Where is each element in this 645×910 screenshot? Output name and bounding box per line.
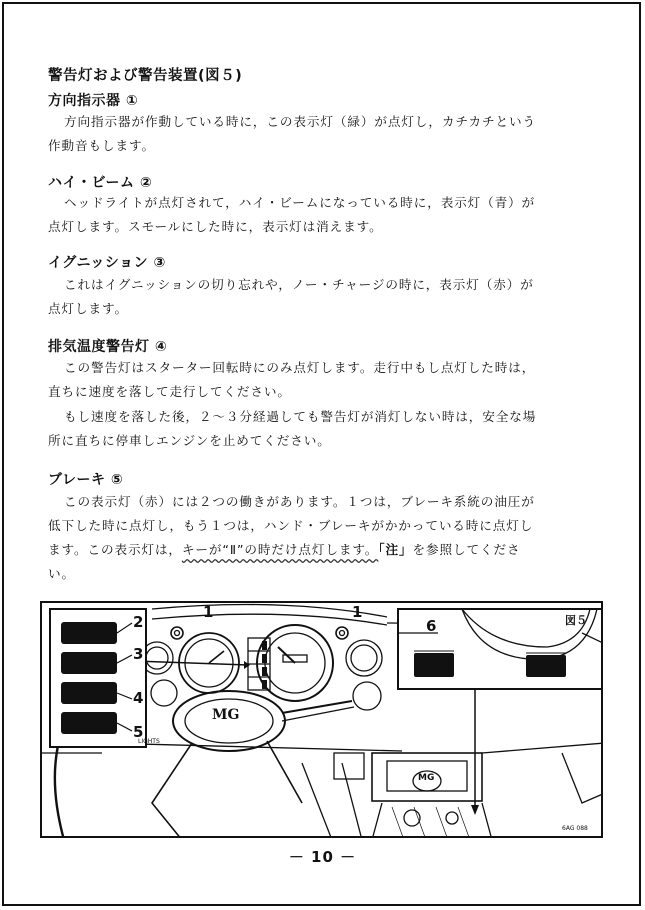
item-text-line: 直ちに速度を落して走行してください。	[48, 384, 291, 399]
callout-1-left: 1	[203, 603, 214, 621]
item-text-line: 低下した時に点灯し，もう１つは，ハンド・ブレーキがかかっている時に点灯し	[48, 518, 534, 533]
item-text-line: 方向指示器が作動している時に，この表示灯（緑）が点灯し，カチカチという	[64, 114, 537, 129]
item-text-line: これはイグニッションの切り忘れや，ノー・チャージの時に，表示灯（赤）が	[64, 277, 534, 292]
item-text-line: もし速度を落した後，２～３分経過しても警告灯が消灯しない時は，安全な場	[64, 409, 537, 424]
item-text-line: ヘッドライトが点灯されて，ハイ・ビームになっている時に，表示灯（青）が	[64, 195, 536, 210]
item-text-line: この表示灯（赤）には２つの働きがあります。１つは，ブレーキ系統の油圧が	[64, 494, 535, 509]
key-ii-note: キーが“Ⅱ”の時だけ点灯します。	[181, 542, 379, 557]
note-reference: 「注」	[378, 542, 413, 557]
section-title: 警告灯および警告装置(図５)	[48, 68, 243, 84]
line-segment: ます。この表示灯は，	[48, 542, 182, 557]
item-text-line: この警告灯はスターター回転時にのみ点灯します。走行中もし点灯した時は，	[64, 360, 536, 375]
line-segment: を参照してくださ	[412, 542, 521, 557]
callout-5: 5	[133, 723, 144, 741]
item-heading-turn-signal: 方向指示器 ①	[48, 93, 139, 109]
callout-4: 4	[133, 689, 144, 707]
console-badge: MG	[418, 773, 435, 783]
lights-plate: LIGHTS	[138, 738, 160, 745]
figure-dashboard-illustration	[40, 601, 603, 838]
item-text-line: 所に直ちに停車しエンジンを止めてください。	[48, 433, 331, 448]
item-heading-brake: ブレーキ ⑤	[48, 472, 124, 488]
item-text-line: 点灯します。	[48, 301, 128, 316]
item-heading-ignition: イグニッション ③	[48, 255, 166, 271]
callout-3: 3	[133, 645, 144, 663]
figure-label: 図５	[565, 614, 587, 627]
page-number: － 10 －	[288, 848, 357, 866]
steering-badge: MG	[212, 707, 240, 723]
item-text-line: い。	[48, 566, 75, 581]
callout-6: 6	[426, 617, 437, 635]
dashboard-drawing	[42, 603, 603, 838]
item-text-line	[48, 538, 520, 562]
item-text-line: 作動音もします。	[48, 138, 155, 153]
item-heading-high-beam: ハイ・ビーム ②	[48, 175, 153, 191]
figure-code: 6AG 088	[562, 825, 588, 832]
item-heading-exhaust-temp: 排気温度警告灯 ④	[48, 339, 168, 355]
item-text-line: 点灯します。スモールにした時に，表示灯は消えます。	[48, 219, 383, 234]
callout-2: 2	[133, 613, 144, 631]
callout-1-right: 1	[352, 603, 363, 621]
